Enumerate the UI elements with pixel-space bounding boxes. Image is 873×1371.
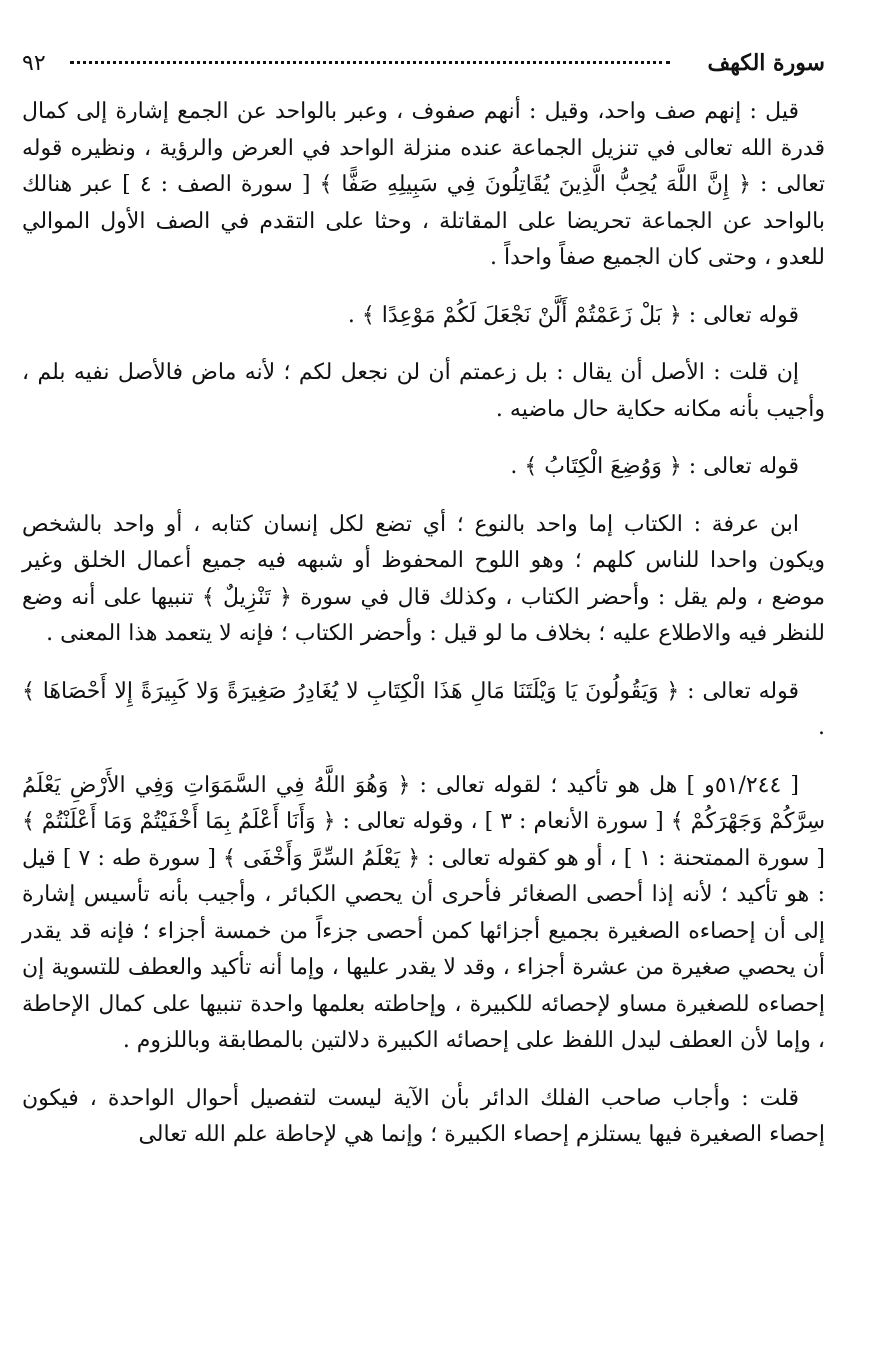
paragraph-verse-mawid: قوله تعالى : ﴿ بَلْ زَعَمْتُمْ أَلَّنْ نَجْعَلَ لَكُمْ مَوْعِدًا ﴾ .: [347, 302, 799, 328]
paragraph-ibn-arafa: ابن عرفة : الكتاب إما واحد بالنوع ؛ أي تضع لكل إنسان كتابه ، أو واحد بالشخص ويكون واحدا للناس كلهم ؛ وهو اللوح المحفوظ أو شبهه فيه جميع أعمال الخلق وغير موضع ، ولم يقل : وأحضر الكتاب ، وكذلك قال في سورة ﴿ تَنْزِيلٌ ﴾ تنبيها على أنه وضع للنظر فيه والاطلاع عليه ؛ بخلاف ما لو قيل : وأحضر الكتاب ؛ فإنه لا يتعمد هذا المعنى .: [22, 511, 825, 646]
page-number: ٩٢: [22, 51, 46, 76]
paragraph-verse-kitab: قوله تعالى : ﴿ وَوُضِعَ الْكِتَابُ ﴾ .: [510, 454, 799, 479]
paragraph-qultu: قلت : وأجاب صاحب الفلك الدائر بأن الآية ليست لتفصيل أحوال الواحدة ، فيكون إحصاء الصغيرة فيها يستلزم إحصاء الكبيرة ؛ وإنما هي لإحاطة علم الله تعالى: [22, 1085, 825, 1147]
paragraph-tawkid: [ ٥١/٢٤٤و ] هل هو تأكيد ؛ لقوله تعالى : ﴿ وَهُوَ اللَّهُ فِي السَّمَوَاتِ وَفِي الأَرْضِ يَعْلَمُ سِرَّكُمْ وَجَهْرَكُمْ ﴾ [ سورة الأنعام : ٣ ] ، وقوله تعالى : ﴿ وَأَنَا أَعْلَمُ بِمَا أَخْفَيْتُمْ وَمَا أَعْلَنْتُمْ ﴾ [ سورة الممتحنة : ١ ] ، أو هو كقوله تعالى : ﴿ يَعْلَمُ السِّرَّ وَأَخْفَى ﴾ [ سورة طه : ٧ ] قيل : هو تأكيد ؛ لأنه إذا أحصى الصغائر فأحرى أن يحصي الكبائر ، وأجيب بأنه تأسيس إشارة إلى أن إحصاءه الصغيرة بجميع أجزائها كمن أحصى جزءاً من خمسة أجزاء ؛ فإنه قد يقدر أن يحصي صغيرة من عشرة أجزاء ، وقد لا يقدر عليها ، وإما أنه تأكيد والعطف للتسوية إن إحصاءه للصغيرة مساو لإحصائه للكبيرة ، وإحاطته بعلمها واحدة تنبيها على كمال الإحاطة ، وإما لأن العطف ليدل اللفظ على إحصائه الكبيرة دلالتين بالمطابقة وباللزوم .: [22, 772, 826, 1053]
header-dotted-rule: [70, 61, 670, 64]
running-header: [22, 50, 825, 90]
paragraph-verse-yaqulun: قوله تعالى : ﴿ وَيَقُولُونَ يَا وَيْلَتَنَا مَالِ هَذَا الْكِتَابِ لا يُغَادِرُ صَغِيرَةً وَلا كَبِيرَةً إِلا أَحْصَاهَا ﴾ .: [22, 678, 825, 740]
paragraph-saff: قيل : إنهم صف واحد، وقيل : أنهم صفوف ، وعبر بالواحد عن الجمع إشارة إلى كمال قدرة الله تعالى في تنزيل الجماعة عنده منزلة الواحد في العرض والرؤية ، ونظيره قوله تعالى : ﴿ إِنَّ اللَّهَ يُحِبُّ الَّذِينَ يُقَاتِلُونَ فِي سَبِيلِهِ صَفًّا ﴾ [ سورة الصف : ٤ ] عبر هنالك بالواحد عن الجماعة تحريضا على المقاتلة ، وحثا على التقدم في الصف الأول الموالي للعدو ، وحتى كان الجميع صفاً واحداً .: [22, 99, 825, 270]
paragraph-objection-lam: إن قلت : الأصل أن يقال : بل زعمتم أن لن نجعل لكم ؛ لأنه ماض فالأصل نفيه بلم ، وأجيب بأنه مكانه حكاية حال ماضيه .: [22, 360, 825, 422]
page-body: [22, 94, 825, 1154]
chapter-title: سورة الكهف: [707, 50, 825, 76]
